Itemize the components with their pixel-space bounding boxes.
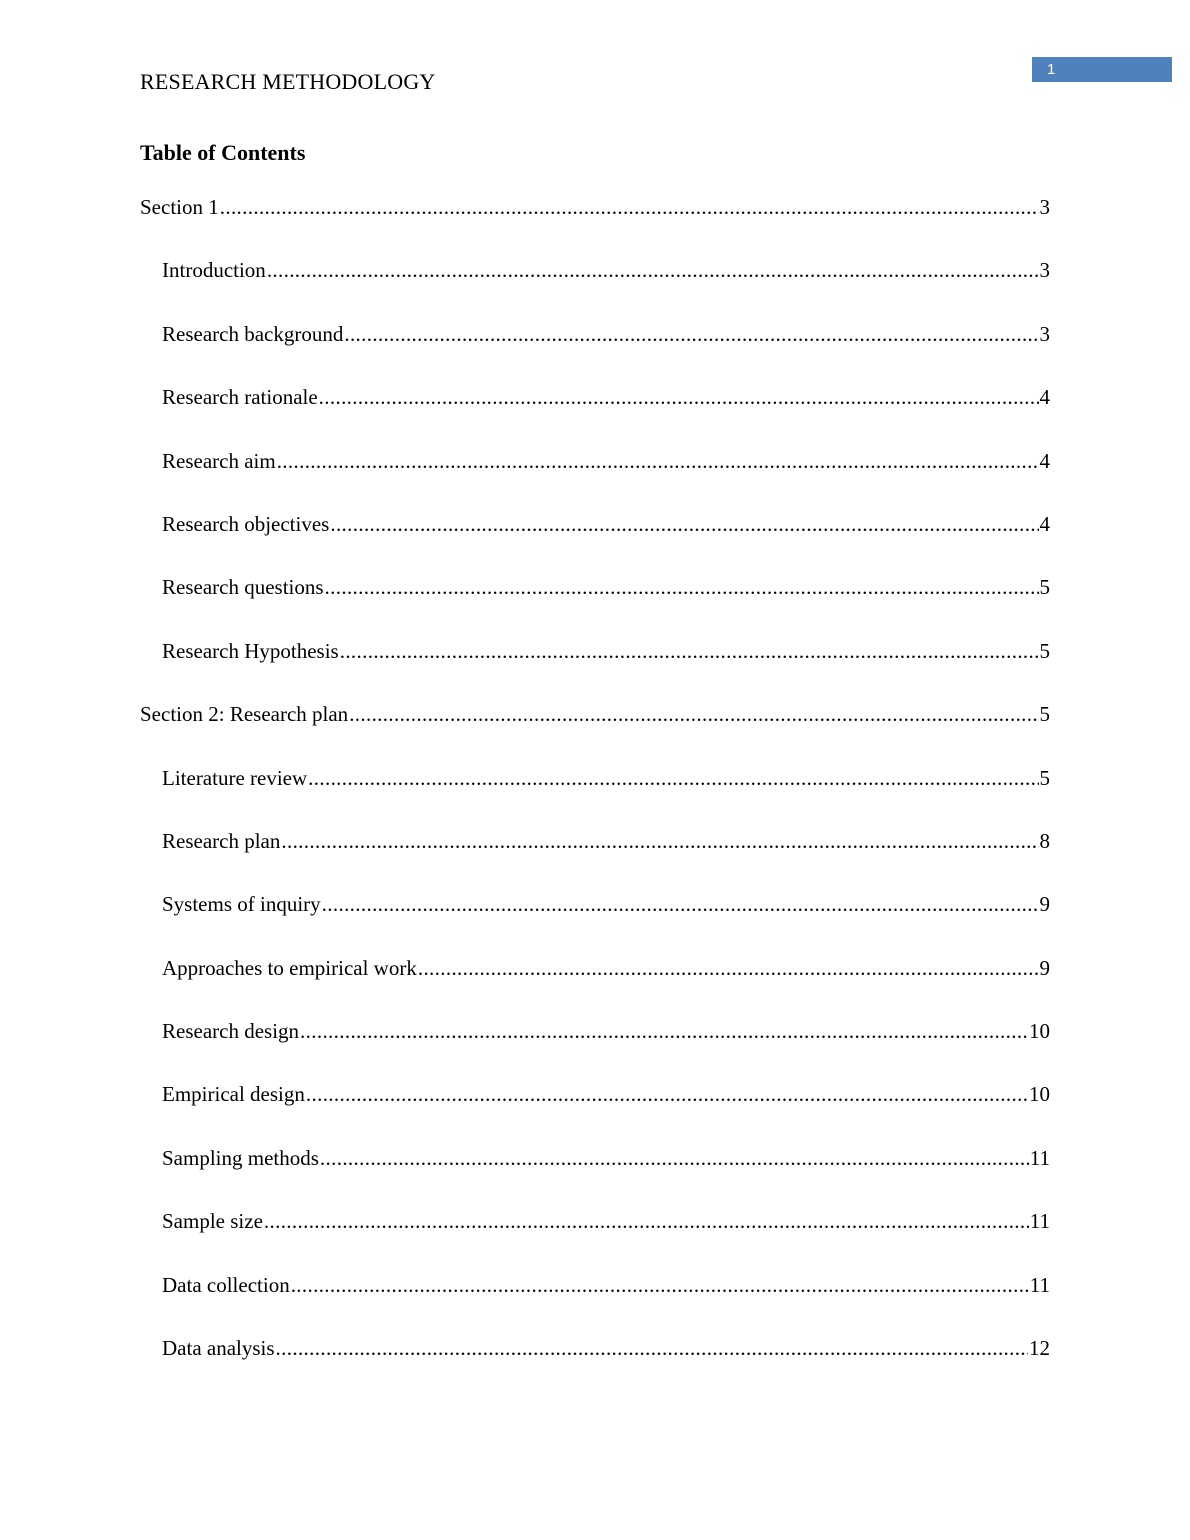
toc-entry[interactable] [140, 1334, 1050, 1397]
toc-dot-leader [418, 954, 1039, 982]
toc-entry-page: 3 [1039, 321, 1050, 346]
toc-entry-label: Literature review [162, 765, 308, 790]
toc-entry[interactable] [140, 954, 1050, 1017]
toc-dot-leader [220, 193, 1039, 221]
toc-entry-label: Approaches to empirical work [162, 955, 417, 980]
toc-entry[interactable] [140, 827, 1050, 890]
toc-dot-leader [267, 256, 1039, 284]
toc-heading: Table of Contents [140, 140, 306, 165]
toc-entry-label: Section 1 [140, 195, 219, 219]
toc-entry-label: Research rationale [162, 385, 318, 410]
toc-dot-leader [276, 1334, 1028, 1362]
toc-entry-page: 5 [1039, 575, 1050, 600]
toc-entry-page: 3 [1039, 258, 1050, 283]
toc-entry-page: 4 [1039, 511, 1050, 536]
toc-dot-leader [319, 383, 1039, 411]
toc-entry-page: 12 [1029, 1336, 1050, 1361]
toc-entry[interactable] [140, 1207, 1050, 1270]
toc-entry-page: 11 [1029, 1209, 1050, 1234]
running-header-title: RESEARCH METHODOLOGY [140, 69, 436, 94]
toc-entry-label: Systems of inquiry [162, 892, 321, 917]
toc-entry[interactable] [140, 1080, 1050, 1143]
toc-entry-label: Data analysis [162, 1336, 275, 1361]
toc-entry[interactable] [140, 637, 1050, 700]
toc-entry-label: Section 2: Research plan [140, 702, 349, 727]
toc-entry-page: 9 [1039, 892, 1050, 917]
toc-entry-page: 4 [1039, 448, 1050, 473]
toc-entry-page: 10 [1029, 1082, 1050, 1107]
toc-dot-leader [306, 1080, 1028, 1108]
toc-entry-page: 5 [1039, 702, 1050, 727]
toc-entry-label: Research background [162, 321, 344, 346]
toc-dot-leader [300, 1017, 1028, 1045]
toc-entry[interactable] [140, 1144, 1050, 1207]
toc-entry[interactable] [140, 573, 1050, 636]
toc-entry-label: Empirical design [162, 1082, 305, 1107]
toc-entry-label: Research aim [162, 448, 276, 473]
page-number-badge [1032, 57, 1172, 82]
toc-entry[interactable] [140, 256, 1050, 319]
toc-entry-page: 5 [1039, 765, 1050, 790]
table-of-contents [140, 193, 1050, 1397]
toc-entry-label: Research questions [162, 575, 324, 600]
toc-dot-leader [330, 510, 1038, 538]
toc-entry-page: 10 [1029, 1019, 1050, 1044]
toc-entry-label: Introduction [162, 258, 266, 283]
toc-entry-label: Research plan [162, 828, 281, 853]
toc-entry[interactable] [140, 890, 1050, 953]
toc-entry[interactable] [140, 320, 1050, 383]
page-number: 1 [1047, 61, 1056, 78]
toc-entry-label: Research objectives [162, 511, 330, 536]
toc-dot-leader [264, 1207, 1029, 1235]
toc-dot-leader [325, 573, 1039, 601]
toc-dot-leader [281, 827, 1038, 855]
toc-entry[interactable] [140, 447, 1050, 510]
toc-entry-label: Data collection [162, 1272, 290, 1297]
toc-entry-page: 5 [1039, 638, 1050, 663]
toc-dot-leader [344, 320, 1038, 348]
toc-dot-leader [277, 447, 1039, 475]
toc-entry[interactable] [140, 764, 1050, 827]
toc-entry[interactable] [140, 193, 1050, 256]
toc-entry[interactable] [140, 700, 1050, 763]
toc-entry[interactable] [140, 510, 1050, 573]
toc-entry-page: 11 [1029, 1272, 1050, 1297]
toc-dot-leader [322, 890, 1039, 918]
toc-dot-leader [291, 1271, 1029, 1299]
toc-entry-label: Sampling methods [162, 1145, 319, 1170]
toc-entry-page: 9 [1039, 955, 1050, 980]
toc-entry-page: 4 [1039, 385, 1050, 410]
toc-entry-page: 8 [1039, 828, 1050, 853]
toc-entry-label: Sample size [162, 1209, 263, 1234]
toc-dot-leader [349, 700, 1038, 728]
toc-entry[interactable] [140, 383, 1050, 446]
toc-entry[interactable] [140, 1271, 1050, 1334]
toc-dot-leader [320, 1144, 1029, 1172]
toc-dot-leader [308, 764, 1038, 792]
toc-entry-page: 11 [1029, 1145, 1050, 1170]
toc-entry-page: 3 [1039, 195, 1050, 219]
toc-dot-leader [340, 637, 1039, 665]
toc-entry-label: Research Hypothesis [162, 638, 339, 663]
toc-entry-label: Research design [162, 1019, 300, 1044]
toc-entry[interactable] [140, 1017, 1050, 1080]
